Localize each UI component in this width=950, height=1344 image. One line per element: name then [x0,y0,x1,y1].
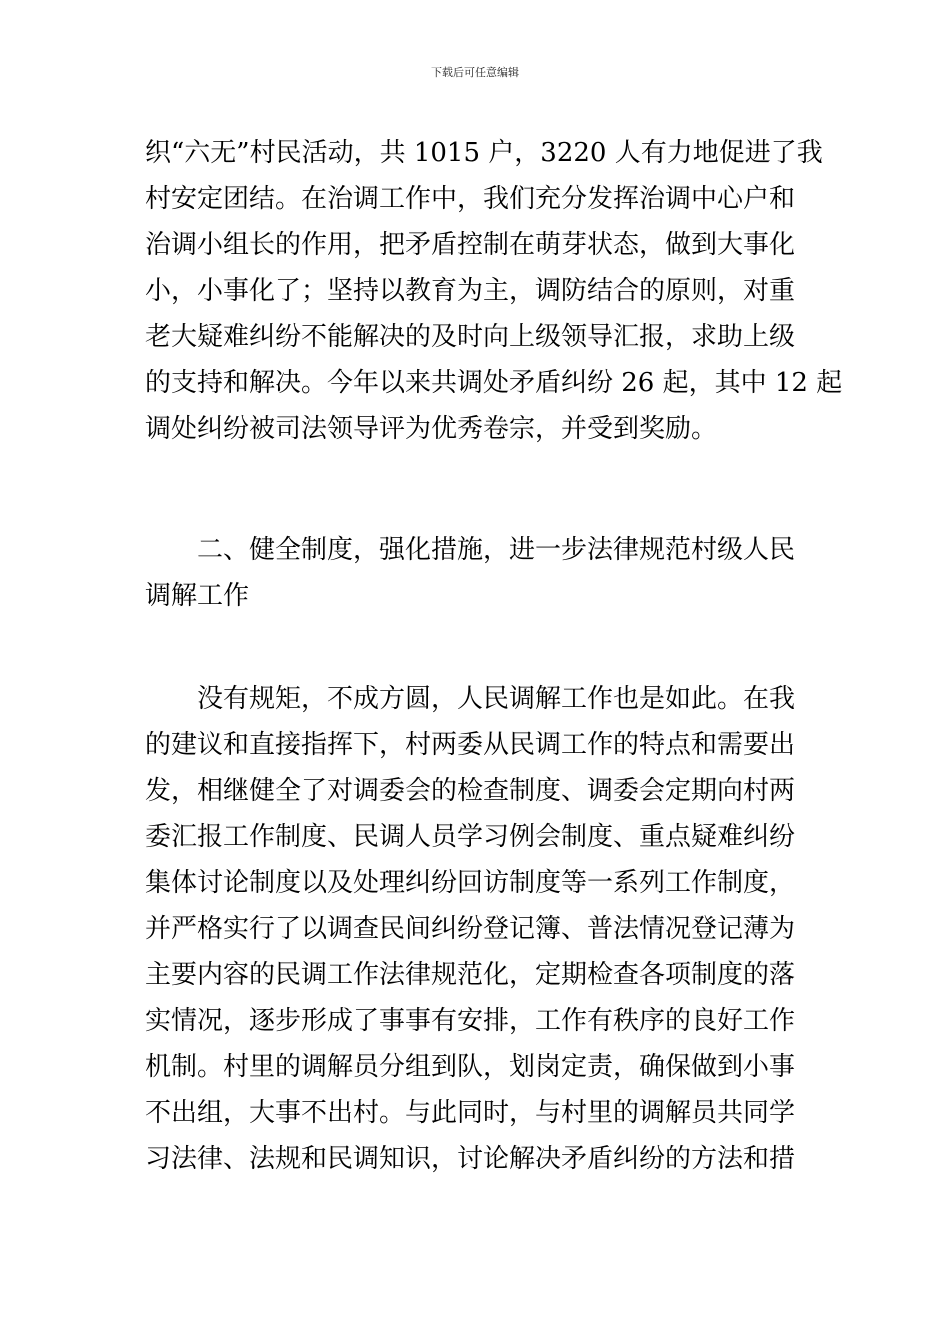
text-line: 习法律、法规和民调知识，讨论解决矛盾纠纷的方法和措 [145,1144,796,1174]
text-line: 主要内容的民调工作法律规范化，定期检查各项制度的落 [145,960,796,990]
text-line: 委汇报工作制度、民调人员学习例会制度、重点疑难纠纷 [145,822,796,852]
text-line: 实情况，逐步形成了事事有安排，工作有秩序的良好工作 [145,1006,796,1036]
section-heading [145,527,807,619]
paragraph-1 [145,130,843,452]
text-line: 并严格实行了以调查民间纠纷登记簿、普法情况登记薄为 [145,914,796,944]
heading-line: 调解工作 [145,581,250,611]
text-line: 村安定团结。在治调工作中，我们充分发挥治调中心户和 [145,184,796,214]
text-line: 集体讨论制度以及处理纠纷回访制度等一系列工作制度， [145,868,796,898]
text-line: 老大疑难纠纷不能解决的及时向上级领导汇报，求助上级 [145,322,796,352]
text-line: 调处纠纷被司法领导评为优秀卷宗，并受到奖励。 [145,414,718,444]
text-line: 机制。村里的调解员分组到队，划岗定责，确保做到小事 [145,1052,796,1082]
paragraph-3 [145,676,807,1182]
text-line: 治调小组长的作用，把矛盾控制在萌芽状态，做到大事化 [145,230,796,260]
text-line: 发，相继健全了对调委会的检查制度、调委会定期向村两 [145,776,796,806]
text-line: 小，小事化了；坚持以教育为主，调防结合的原则，对重 [145,276,796,306]
text-line: 的支持和解决。今年以来共调处矛盾纠纷 26 起，其中 12 起 [145,368,843,398]
text-line: 织“六无”村民活动，共 1015 户，3220 人有力地促进了我 [145,138,823,168]
heading-line: 二、健全制度，强化措施，进一步法律规范村级人民 [197,535,796,565]
text-line: 不出组，大事不出村。与此同时，与村里的调解员共同学 [145,1098,796,1128]
text-line: 没有规矩，不成方圆，人民调解工作也是如此。在我 [197,684,796,714]
text-line: 的建议和直接指挥下，村两委从民调工作的特点和需要出 [145,730,796,760]
page-header: 下载后可任意编辑 [431,66,519,79]
